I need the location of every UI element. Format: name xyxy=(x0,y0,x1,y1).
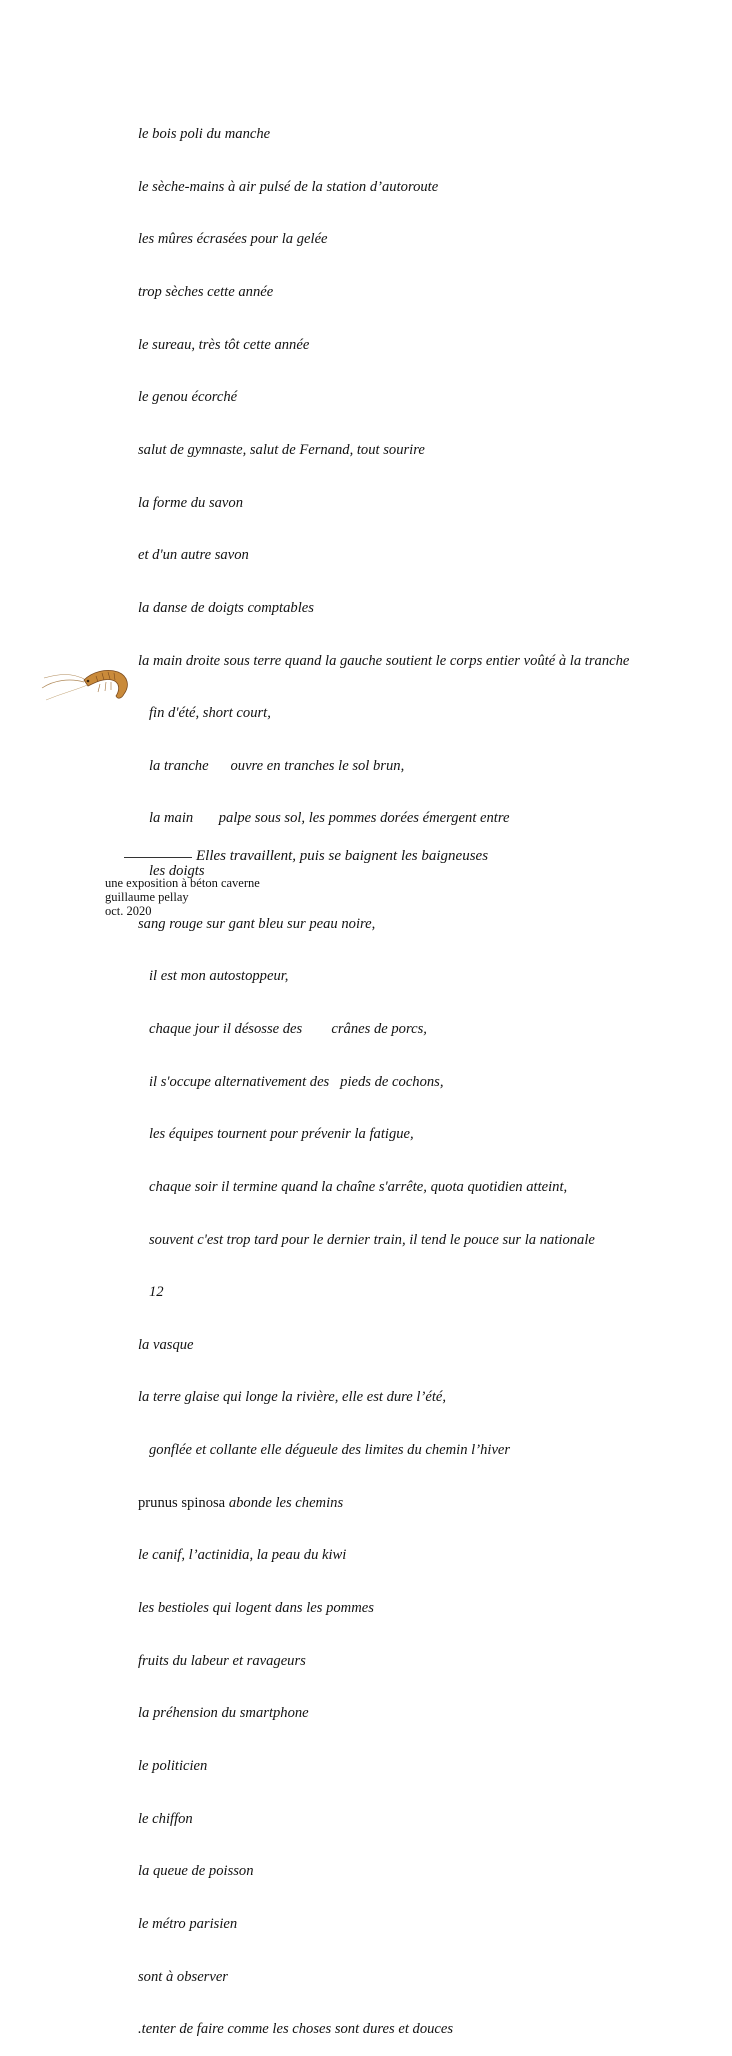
poem-line: les équipes tournent pour prévenir la fatigue, xyxy=(149,1126,414,1143)
credits xyxy=(105,876,260,919)
poem-line: les doigts xyxy=(149,863,205,880)
upright-term: prunus spinosa xyxy=(138,1494,226,1511)
poem-line: il s'occupe alternativement des pieds de cochons, xyxy=(149,1073,444,1090)
poem-line: la préhension du smartphone xyxy=(138,1705,309,1722)
poem-line: la terre glaise qui longe la rivière, elle est dure l’été, xyxy=(138,1389,447,1406)
poem-line: fruits du labeur et ravageurs xyxy=(138,1652,306,1669)
poem-line: la vasque xyxy=(138,1336,194,1353)
shrimp-image xyxy=(40,660,132,704)
poem-line: sont à observer xyxy=(138,1968,228,1985)
poem-line: gonflée et collante elle dégueule des limites du chemin l’hiver xyxy=(149,1442,511,1459)
poem-line: fin d'été, short court, xyxy=(149,705,271,722)
poem-line: la main droite sous terre quand la gauche soutient le corps entier voûté à la tranche xyxy=(138,652,630,669)
poem-line: la tranche ouvre en tranches le sol brun, xyxy=(149,757,405,774)
poem-line: les bestioles qui logent dans les pommes xyxy=(138,1600,374,1617)
poem-line: les mûres écrasées pour la gelée xyxy=(138,231,328,248)
poem-line: chaque jour il désosse des crânes de porcs, xyxy=(149,1020,427,1037)
credits-date: oct. 2020 xyxy=(105,904,152,919)
poem-line: il est mon autostoppeur, xyxy=(149,968,289,985)
poem-line: la queue de poisson xyxy=(138,1863,254,1880)
poem-line: salut de gymnaste, salut de Fernand, tout sourire xyxy=(138,441,425,458)
exhibition-title: Elles travaillent, puis se baignent les baigneuses xyxy=(196,848,489,864)
poem-line-rest: abonde les chemins xyxy=(228,1494,344,1511)
poem-line: chaque soir il termine quand la chaîne s'arrête, quota quotidien atteint, xyxy=(149,1178,568,1195)
poem-line: .tenter de faire comme les choses sont dures et douces xyxy=(138,2021,454,2038)
poem-line: le genou écorché xyxy=(138,389,238,406)
poem-line: le sureau, très tôt cette année xyxy=(138,336,310,353)
poem-line: souvent c'est trop tard pour le dernier train, il tend le pouce sur la nationale xyxy=(149,1231,595,1248)
poem-line: le chiffon xyxy=(138,1810,193,1827)
poem-line: trop sèches cette année xyxy=(138,284,274,301)
poem-line: le canif, l’actinidia, la peau du kiwi xyxy=(138,1547,347,1564)
poem-line: et d'un autre savon xyxy=(138,547,249,564)
poem-line xyxy=(138,1495,629,1513)
poem-line: la danse de doigts comptables xyxy=(138,599,314,616)
poem xyxy=(138,91,629,2056)
poem-line: le bois poli du manche xyxy=(138,126,271,143)
poem-line: sang rouge sur gant bleu sur peau noire, xyxy=(138,915,376,932)
poem-line: la forme du savon xyxy=(138,494,243,511)
poem-line: le sèche-mains à air pulsé de la station d’autoroute xyxy=(138,178,439,195)
credits-exhibition: une exposition à béton caverne xyxy=(105,876,260,890)
poem-line: le politicien xyxy=(138,1757,208,1774)
poem-line: le métro parisien xyxy=(138,1915,238,1932)
credits-author: guillaume pellay xyxy=(105,890,189,905)
poem-line: 12 xyxy=(149,1284,164,1301)
title-rule xyxy=(124,857,192,858)
poem-line: la main palpe sous sol, les pommes dorées émergent entre xyxy=(149,810,510,827)
